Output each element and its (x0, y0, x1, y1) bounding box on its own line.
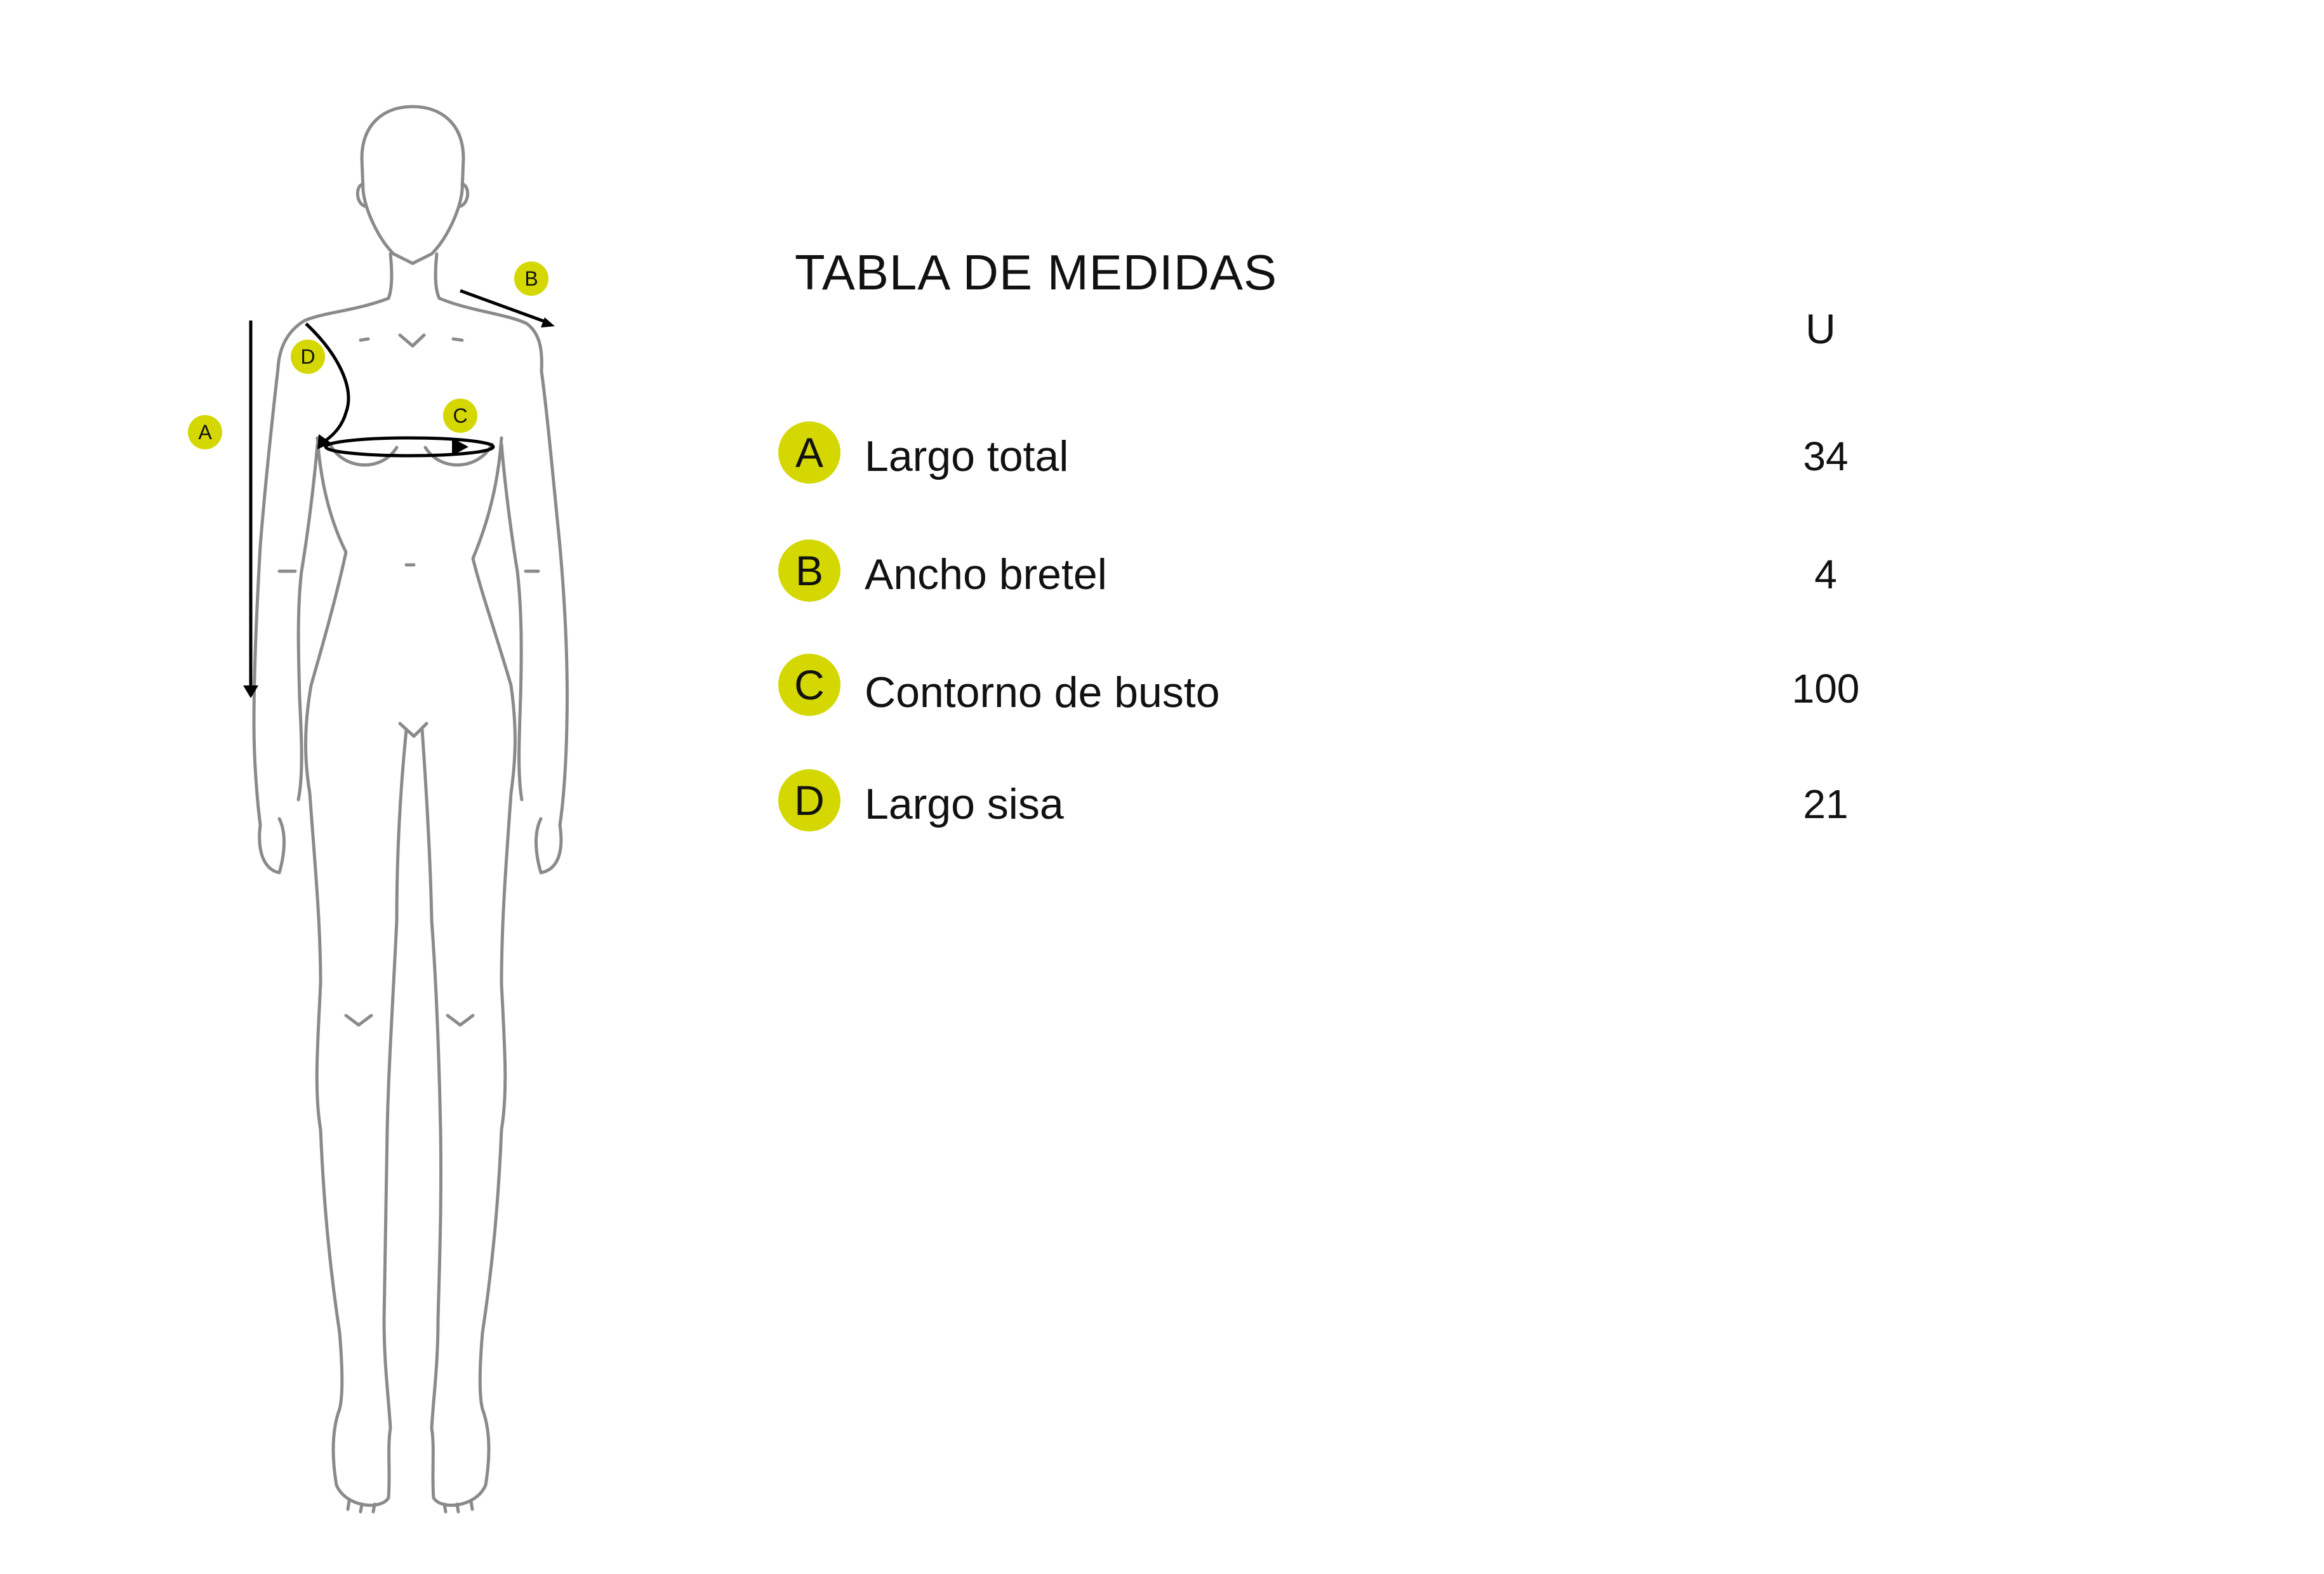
row-badge: B (778, 539, 840, 602)
row-badge: C (778, 654, 840, 716)
row-badge: D (778, 769, 840, 831)
row-label: Largo sisa (865, 780, 1064, 828)
column-header-unit: U (1805, 305, 1836, 352)
row-label: Contorno de busto (865, 668, 1220, 717)
measure-b-arrowhead (541, 317, 555, 327)
measure-row-c (778, 654, 1921, 717)
row-value: 4 (1814, 552, 1837, 597)
marker-b: B (514, 261, 548, 296)
measure-row-a (778, 421, 1921, 485)
body-outline (254, 107, 567, 1512)
row-value: 100 (1791, 666, 1860, 711)
row-value: 34 (1803, 433, 1849, 479)
marker-a: A (188, 415, 222, 449)
page-title: TABLA DE MEDIDAS (795, 244, 1278, 300)
row-badge: A (778, 421, 840, 484)
row-label: Ancho bretel (865, 550, 1107, 599)
measure-row-b (778, 539, 1921, 603)
row-label: Largo total (865, 432, 1069, 480)
marker-c: C (443, 399, 477, 433)
marker-d: D (291, 340, 325, 374)
measure-a-arrowhead (243, 685, 258, 698)
measure-row-d (778, 769, 1921, 833)
row-value: 21 (1803, 781, 1849, 827)
